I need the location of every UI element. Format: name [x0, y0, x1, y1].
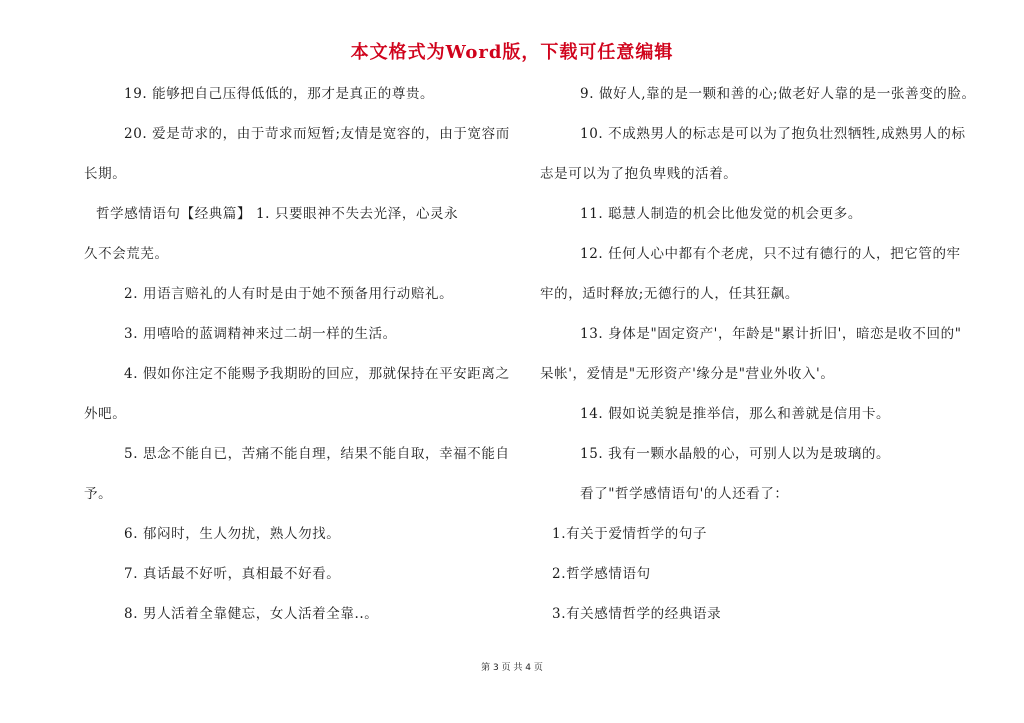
word-edit-banner: 本文格式为Word版，下载可任意编辑	[350, 42, 674, 63]
quote-3: 3. 用嘻哈的蓝调精神来过二胡一样的生活。	[124, 326, 397, 342]
quote-2: 2. 用语言赔礼的人有时是由于她不预备用行动赔礼。	[124, 286, 454, 302]
related-link-1[interactable]: 1.有关于爱情哲学的句子	[552, 526, 708, 542]
quote-1-line2: 久不会荒芜。	[84, 246, 169, 262]
quote-20-line1: 20. 爱是苛求的，由于苛求而短暂;友情是宽容的，由于宽容而	[124, 126, 510, 142]
quote-13-line1: 13. 身体是"固定资产'，年龄是"累计折旧'，暗恋是收不回的"	[580, 326, 962, 342]
quote-12-line2: 牢的，适时释放;无德行的人，任其狂飙。	[540, 286, 799, 302]
quote-13-line2: 呆帐'，爱情是"无形资产'缘分是"营业外收入'。	[540, 366, 835, 382]
quote-10-line2: 志是可以为了抱负卑贱的活着。	[540, 166, 738, 182]
quote-15: 15. 我有一颗水晶般的心，可别人以为是玻璃的。	[580, 446, 891, 462]
quote-7: 7. 真话最不好听，真相最不好看。	[124, 566, 341, 582]
quote-10-line1: 10. 不成熟男人的标志是可以为了抱负壮烈牺牲,成熟男人的标	[580, 126, 966, 142]
quote-5-line1: 5. 思念不能自已，苦痛不能自理，结果不能自取，幸福不能自	[124, 446, 510, 462]
right-column	[540, 84, 976, 624]
quote-11: 11. 聪慧人制造的机会比他发觉的机会更多。	[580, 206, 862, 222]
quote-9: 9. 做好人,靠的是一颗和善的心;做老好人靠的是一张善变的脸。	[580, 86, 976, 102]
related-link-3[interactable]: 3.有关感情哲学的经典语录	[552, 606, 722, 622]
quote-8: 8. 男人活着全靠健忘，女人活着全靠..。	[124, 606, 379, 622]
quote-12-line1: 12. 任何人心中都有个老虎，只不过有德行的人，把它管的牢	[580, 246, 961, 262]
quote-6: 6. 郁闷时，生人勿扰，熟人勿找。	[124, 526, 341, 542]
quote-20-line2: 长期。	[84, 166, 127, 182]
quote-5-line2: 予。	[84, 486, 113, 502]
quote-4-line2: 外吧。	[84, 406, 127, 422]
page-number: 第 3 页 共 4 页	[481, 663, 543, 673]
quote-4-line1: 4. 假如你注定不能赐予我期盼的回应，那就保持在平安距离之	[124, 366, 510, 382]
left-column	[84, 84, 514, 624]
quote-19: 19. 能够把自己压得低低的，那才是真正的尊贵。	[124, 86, 435, 102]
related-link-2[interactable]: 2.哲学感情语句	[552, 566, 651, 582]
section-heading-classic: 哲学感情语句【经典篇】 1. 只要眼神不失去光泽，心灵永	[96, 206, 459, 222]
quote-14: 14. 假如说美貌是推举信，那么和善就是信用卡。	[580, 406, 891, 422]
related-heading: 看了"哲学感情语句'的人还看了：	[580, 486, 789, 502]
